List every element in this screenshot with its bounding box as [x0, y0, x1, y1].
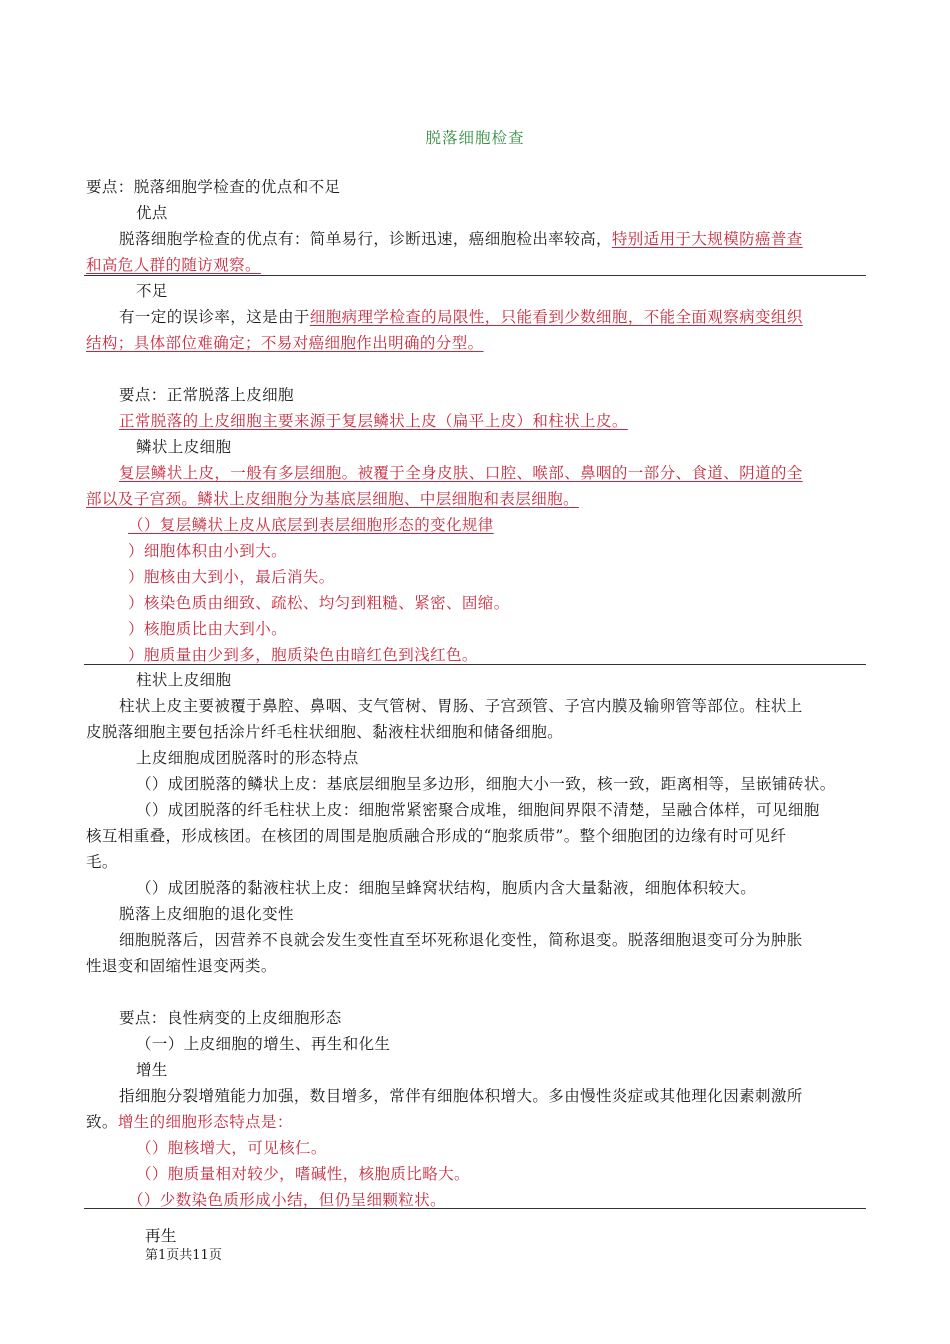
text-span: 脱落细胞学检查的优点有：简单易行，诊断迅速，癌细胞检出率较高， — [119, 230, 612, 248]
paragraph-line: 细胞脱落后，因营养不良就会发生变性直至坏死称退化变性，简称退变。脱落细胞退变可分为肿胀 — [119, 931, 803, 949]
list-item: （）胞质量相对较少，嗜碱性，核胞质比略大。 — [136, 1165, 470, 1183]
divider — [84, 1208, 866, 1209]
highlighted-line: 和高危人群的随访观察。 — [86, 256, 261, 274]
page-footer: 第1页共11页 — [145, 1248, 222, 1263]
paragraph-line — [119, 307, 803, 327]
document-title: 脱落细胞检查 — [425, 129, 525, 147]
paragraph-line: （）成团脱落的纤毛柱状上皮：细胞常紧密聚合成堆，细胞间界限不清楚，呈融合体样，可见细胞 — [136, 801, 820, 819]
highlighted-line: 结构；具体部位难确定；不易对癌细胞作出明确的分型。 — [86, 334, 484, 352]
divider — [84, 275, 866, 276]
section-heading: 要点：良性病变的上皮细胞形态 — [119, 1009, 342, 1027]
highlighted-text: 特别适用于大规模防癌普查 — [611, 230, 803, 248]
paragraph-line: 柱状上皮主要被覆于鼻腔、鼻咽、支气管树、胃肠、子宫颈管、子宫内膜及输卵管等部位。柱状上 — [119, 697, 803, 715]
highlighted-line: （）复层鳞状上皮从底层到表层细胞形态的变化规律 — [128, 516, 494, 534]
subheading: （一）上皮细胞的增生、再生和化生 — [136, 1035, 391, 1053]
list-item: ）胞质量由少到多，胞质染色由暗红色到浅红色。 — [128, 646, 478, 664]
paragraph-line: （）成团脱落的鳞状上皮：基底层细胞呈多边形，细胞大小一致，核一致，距离相等，呈嵌铺砖状。 — [136, 775, 836, 793]
paragraph-line: （）成团脱落的黏液柱状上皮：细胞呈蜂窝状结构，胞质内含大量黏液，细胞体积较大。 — [136, 879, 757, 897]
paragraph-line: 核互相重叠，形成核团。在核团的周围是胞质融合形成的“胞浆质带”。整个细胞团的边缘有时可见纤 — [86, 827, 787, 845]
highlighted-line: 正常脱落的上皮细胞主要来源于复层鳞状上皮（扁平上皮）和柱状上皮。 — [119, 412, 628, 430]
subheading: 不足 — [136, 282, 168, 300]
list-item: （）少数染色质形成小结，但仍呈细颗粒状。 — [128, 1191, 447, 1209]
subheading: 再生 — [145, 1227, 177, 1245]
highlighted-text: 细胞病理学检查的局限性，只能看到少数细胞，不能全面观察病变组织 — [309, 308, 803, 326]
highlighted-text: 增生的细胞形态特点是： — [117, 1113, 293, 1131]
highlighted-line: 部以及子宫颈。鳞状上皮细胞分为基底层细胞、中层细胞和表层细胞。 — [86, 490, 579, 508]
list-item: ）细胞体积由小到大。 — [128, 542, 288, 560]
subheading: 鳞状上皮细胞 — [136, 438, 232, 456]
list-item: ）胞核由大到小，最后消失。 — [128, 568, 335, 586]
subheading: 上皮细胞成团脱落时的形态特点 — [136, 749, 359, 767]
subheading: 增生 — [136, 1061, 168, 1079]
subheading: 柱状上皮细胞 — [136, 671, 232, 689]
paragraph-line: 指细胞分裂增殖能力加强，数目增多，常伴有细胞体积增大。多由慢性炎症或其他理化因素刺激所 — [119, 1087, 803, 1105]
divider — [84, 664, 866, 665]
paragraph-line — [86, 1112, 293, 1132]
highlighted-line: 复层鳞状上皮，一般有多层细胞。被覆于全身皮肤、口腔、喉部、鼻咽的一部分、食道、阴道的全 — [119, 464, 803, 482]
list-item: ）核胞质比由大到小。 — [128, 620, 288, 638]
text-span: 有一定的误诊率，这是由于 — [119, 308, 310, 326]
paragraph-line: 毛。 — [86, 853, 118, 871]
list-item: ）核染色质由细致、疏松、均匀到粗糙、紧密、固缩。 — [128, 594, 510, 612]
paragraph-line: 皮脱落细胞主要包括涂片纤毛柱状细胞、黏液柱状细胞和储备细胞。 — [86, 723, 564, 741]
paragraph-line: 性退变和固缩性退变两类。 — [86, 957, 277, 975]
subheading: 优点 — [136, 204, 168, 222]
paragraph-line — [119, 229, 803, 249]
section-heading: 要点：正常脱落上皮细胞 — [119, 386, 294, 404]
subheading: 脱落上皮细胞的退化变性 — [119, 905, 294, 923]
text-span: 致。 — [86, 1113, 118, 1131]
section-heading: 要点：脱落细胞学检查的优点和不足 — [86, 178, 341, 196]
list-item: （）胞核增大，可见核仁。 — [136, 1139, 327, 1157]
